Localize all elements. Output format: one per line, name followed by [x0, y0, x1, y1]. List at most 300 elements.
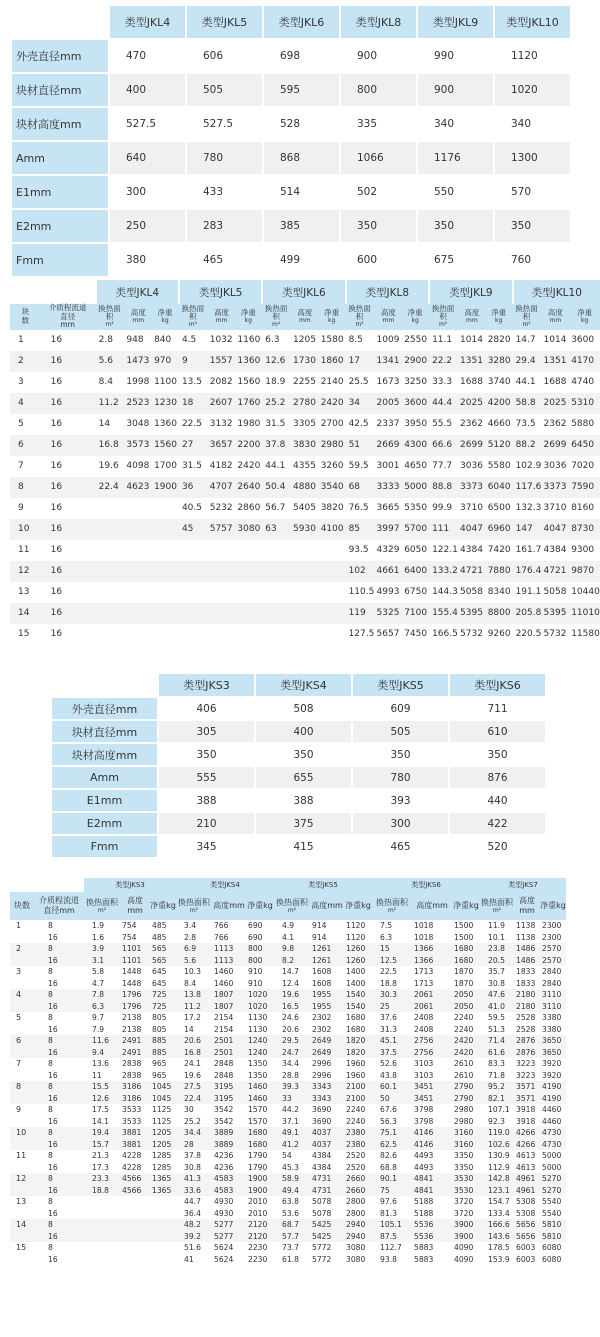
- value-cell: 640: [110, 142, 185, 174]
- value-cell: 2980: [319, 435, 345, 456]
- value-cell: 30.3: [372, 989, 412, 1001]
- value-cell: [120, 1219, 150, 1231]
- value-cell: 1350: [248, 1070, 268, 1080]
- value-cell: 3540: [319, 477, 345, 498]
- value-cell: 50.4: [261, 477, 291, 498]
- value-cell: 19.6: [98, 461, 119, 472]
- area-label: 换热面积: [178, 897, 210, 907]
- value-cell: 31.5: [181, 461, 202, 472]
- value-cell: 5308: [516, 1197, 536, 1206]
- value-cell: 83.3: [488, 1059, 505, 1068]
- value-cell: 8.5: [348, 335, 363, 346]
- block-count: [10, 978, 34, 990]
- value-cell: 119.0: [480, 1127, 514, 1139]
- area-unit: m²: [272, 321, 281, 329]
- corner-cell: [10, 878, 84, 892]
- block-count: 3: [18, 377, 24, 388]
- value-cell: 2501: [212, 1047, 246, 1059]
- value-cell: 5310: [569, 393, 600, 414]
- value-cell: 28.8: [282, 1070, 299, 1080]
- value-cell: 2.8: [98, 335, 113, 346]
- value-cell: 1900: [246, 1185, 274, 1197]
- value-cell: 2302: [312, 1024, 332, 1034]
- value-cell: 5810: [540, 1219, 566, 1231]
- value-cell: 37.5: [372, 1047, 412, 1059]
- value-cell: 4650: [404, 461, 428, 472]
- value-cell: 3573: [124, 435, 152, 456]
- block-count: 5: [18, 419, 24, 430]
- area-unit: m²: [492, 907, 502, 915]
- value-cell: 3048: [126, 419, 150, 430]
- value-cell: 6003: [516, 1254, 536, 1264]
- value-cell: 1807: [212, 1001, 246, 1013]
- value-cell: [319, 561, 345, 582]
- flow-diameter: 16: [41, 477, 95, 498]
- value-cell: 1350: [248, 1059, 268, 1068]
- value-cell: 102.6: [480, 1139, 514, 1151]
- block-count: 13: [16, 1197, 27, 1206]
- value-cell: 123.1: [480, 1185, 514, 1197]
- value-cell: 4660: [487, 419, 511, 430]
- value-cell: 50: [372, 1093, 412, 1105]
- flow-diameter: 16: [48, 978, 58, 988]
- value-cell: 68.7: [274, 1219, 310, 1231]
- value-cell: 3186: [120, 1081, 150, 1093]
- block-count: 1: [18, 335, 24, 346]
- value-cell: 93.5: [348, 545, 369, 556]
- value-cell: 71.8: [488, 1070, 505, 1080]
- value-cell: 6.3: [380, 932, 393, 942]
- value-cell: 1260: [344, 955, 372, 967]
- value-cell: 5078: [312, 1208, 332, 1218]
- type-header: 类型JKL8: [345, 280, 429, 304]
- value-cell: 1130: [248, 1024, 268, 1034]
- value-cell: 1500: [454, 921, 474, 930]
- value-cell: [152, 540, 178, 561]
- table-row: [10, 1219, 566, 1231]
- value-cell: 7590: [569, 477, 600, 498]
- table-row: [10, 1001, 566, 1013]
- value-cell: 2996: [312, 1070, 332, 1080]
- value-cell: 3665: [376, 503, 400, 514]
- value-cell: 1796: [120, 989, 150, 1001]
- value-cell: 6.9: [176, 943, 212, 955]
- value-cell: 1240: [246, 1047, 274, 1059]
- value-cell: 155.4: [428, 603, 458, 624]
- value-cell: 388: [293, 794, 314, 807]
- value-cell: 25.5: [348, 377, 369, 388]
- value-cell: [120, 1196, 150, 1208]
- value-cell: 609: [390, 702, 411, 715]
- flow-diameter: 16: [41, 561, 95, 582]
- flow-diameter: 16: [41, 351, 95, 372]
- value-cell: 4355: [293, 461, 316, 472]
- value-cell: 2420: [452, 1035, 480, 1047]
- value-cell: [178, 540, 208, 561]
- flow-label: 介质程流道: [48, 303, 87, 312]
- value-cell: 82.1: [480, 1093, 514, 1105]
- value-cell: 4384: [312, 1151, 332, 1160]
- value-cell: 52.6: [380, 1059, 397, 1068]
- value-cell: 1460: [246, 1093, 274, 1105]
- value-cell: 555: [159, 767, 254, 788]
- flow-diameter: 16: [48, 1208, 58, 1218]
- row-label: 块材高度mm: [52, 744, 157, 765]
- value-cell: 132.3: [515, 503, 542, 514]
- value-cell: 1713: [414, 978, 434, 988]
- value-cell: 4236: [214, 1151, 234, 1160]
- value-cell: 11.2: [95, 393, 125, 414]
- value-cell: [84, 1231, 120, 1243]
- value-cell: 4661: [375, 561, 403, 582]
- value-cell: 21.3: [92, 1151, 109, 1160]
- value-cell: 4098: [126, 461, 150, 472]
- value-cell: 2061: [412, 1001, 452, 1013]
- value-cell: [178, 561, 208, 582]
- value-cell: 10.3: [184, 967, 201, 976]
- value-cell: 4841: [412, 1173, 452, 1185]
- value-cell: 1205: [150, 1127, 176, 1139]
- value-cell: 22.5: [181, 419, 202, 430]
- weight-unit: kg: [580, 316, 589, 324]
- flow-diameter-header: [34, 892, 84, 920]
- value-cell: 68.8: [380, 1162, 397, 1172]
- value-cell: 3305: [293, 419, 316, 430]
- value-cell: 1240: [246, 1035, 274, 1047]
- value-cell: 5.8: [92, 967, 105, 976]
- area-label: 换热面积: [181, 303, 205, 322]
- value-cell: 388: [196, 794, 217, 807]
- block-count: 14: [10, 1219, 34, 1231]
- value-cell: 1955: [310, 989, 344, 1001]
- row-label: Fmm: [52, 836, 157, 857]
- value-cell: 4583: [212, 1173, 246, 1185]
- value-cell: 1365: [150, 1185, 176, 1197]
- header-row: [12, 6, 570, 38]
- value-cell: 4961: [514, 1173, 540, 1185]
- value-cell: 77.7: [432, 461, 453, 472]
- type-header: 类型JKL9: [428, 280, 512, 304]
- value-cell: 2140: [320, 377, 344, 388]
- value-cell: 1460: [246, 1081, 274, 1093]
- value-cell: 2240: [346, 1105, 366, 1114]
- area-label: 换热面积: [431, 303, 455, 322]
- value-cell: 4566: [120, 1173, 150, 1185]
- value-cell: 3710: [460, 503, 483, 514]
- type-header: 类型JKL5: [178, 280, 261, 304]
- value-cell: 1066: [341, 142, 416, 174]
- value-cell: 1460: [214, 978, 234, 988]
- flow-diameter: 16: [50, 419, 63, 430]
- value-cell: 2362: [543, 419, 567, 430]
- value-cell: 711: [487, 702, 508, 715]
- value-cell: 63.8: [282, 1197, 299, 1206]
- value-cell: 1366: [412, 955, 452, 967]
- value-cell: 178.5: [488, 1243, 510, 1252]
- flow-diameter: 8: [48, 921, 53, 930]
- value-cell: 6080: [542, 1243, 562, 1252]
- value-cell: 1300: [495, 142, 570, 174]
- value-cell: 965: [152, 1070, 167, 1080]
- value-cell: 780: [187, 142, 262, 174]
- value-cell: 725: [150, 1001, 176, 1013]
- value-cell: 10440: [571, 587, 600, 598]
- value-cell: 800: [246, 955, 274, 967]
- value-cell: 2649: [310, 1047, 344, 1059]
- value-cell: 3542: [214, 1105, 234, 1114]
- area-header: [176, 892, 212, 920]
- value-cell: 6050: [404, 545, 428, 556]
- area-label: 换热面积: [481, 897, 513, 907]
- value-cell: 3798: [414, 1105, 434, 1114]
- value-cell: [319, 582, 345, 603]
- area-header: [84, 892, 120, 920]
- value-cell: 9300: [571, 545, 595, 556]
- value-cell: 220.5: [515, 629, 542, 640]
- value-cell: 3260: [320, 461, 344, 472]
- value-cell: 3600: [571, 335, 595, 346]
- weight-header: 净重kg: [150, 892, 176, 920]
- value-cell: 9260: [487, 629, 511, 640]
- value-cell: 1680: [452, 955, 480, 967]
- value-cell: 4623: [124, 477, 152, 498]
- value-cell: 7.9: [92, 1024, 105, 1034]
- block-count-header: [10, 304, 41, 330]
- value-cell: [319, 603, 345, 624]
- table-row: [10, 955, 566, 967]
- value-cell: 2669: [375, 435, 403, 456]
- corner-cell: [12, 6, 108, 38]
- value-cell: 675: [434, 254, 455, 266]
- value-cell: 28: [176, 1139, 212, 1151]
- value-cell: 2050: [452, 989, 480, 1001]
- value-cell: 876: [450, 767, 545, 788]
- height-header: [291, 304, 319, 330]
- value-cell: 910: [248, 978, 263, 988]
- value-cell: 59.5: [488, 1013, 505, 1022]
- value-cell: 147: [512, 519, 542, 540]
- value-cell: 2010: [248, 1208, 268, 1218]
- table-row: [52, 767, 545, 788]
- value-cell: 1176: [418, 142, 493, 174]
- value-cell: [319, 540, 345, 561]
- value-cell: 9.7: [92, 1013, 105, 1022]
- flow-unit: mm: [60, 320, 75, 330]
- block-count: 10: [10, 1127, 34, 1139]
- table-row: [12, 108, 570, 140]
- value-cell: 7880: [486, 561, 512, 582]
- value-cell: 4566: [120, 1185, 150, 1197]
- value-cell: 3571: [514, 1081, 540, 1093]
- value-cell: [291, 561, 319, 582]
- value-cell: 2100: [344, 1081, 372, 1093]
- type-header: 类型JKS4: [256, 674, 351, 696]
- value-cell: 4100: [319, 519, 345, 540]
- area-header: [480, 892, 514, 920]
- value-cell: 1205: [293, 335, 316, 346]
- value-cell: 5540: [542, 1197, 562, 1206]
- value-cell: 2420: [319, 393, 345, 414]
- value-cell: [150, 1254, 176, 1266]
- value-cell: 350: [487, 748, 508, 761]
- table-row: [10, 477, 600, 498]
- value-cell: 1790: [248, 1162, 268, 1172]
- flow-diameter: 8: [48, 1243, 53, 1252]
- value-cell: 2180: [514, 989, 540, 1001]
- value-cell: 44.1: [515, 377, 536, 388]
- value-cell: 15.5: [84, 1081, 120, 1093]
- value-cell: 7.8: [84, 989, 120, 1001]
- flow-diameter: 8: [48, 1197, 53, 1206]
- value-cell: 5425: [310, 1231, 344, 1243]
- value-cell: 2980: [454, 1105, 474, 1114]
- block-count: 7: [16, 1059, 22, 1068]
- value-cell: 1100: [154, 377, 177, 388]
- value-cell: [235, 624, 261, 645]
- block-count: 11: [18, 545, 30, 556]
- table-row: [12, 176, 570, 208]
- area-label: 换热面积: [98, 303, 121, 322]
- value-cell: 565: [150, 955, 176, 967]
- value-cell: 1833: [516, 978, 536, 988]
- row-label: 外壳直径mm: [12, 40, 108, 72]
- value-cell: 3160: [452, 1139, 480, 1151]
- value-cell: 33: [274, 1093, 310, 1105]
- value-cell: 205.8: [512, 603, 542, 624]
- type-header: 类型JKS7: [480, 878, 566, 892]
- value-cell: [124, 540, 152, 561]
- value-cell: 3110: [540, 989, 566, 1001]
- value-cell: [120, 1231, 150, 1243]
- value-cell: 2420: [237, 461, 261, 472]
- value-cell: 335: [357, 118, 378, 130]
- value-cell: [235, 582, 261, 603]
- table-row: [10, 1081, 566, 1093]
- table-row: [10, 1173, 566, 1185]
- block-count: [10, 1139, 34, 1151]
- value-cell: [235, 561, 261, 582]
- row-label: E2mm: [12, 210, 108, 242]
- value-cell: [150, 1219, 176, 1231]
- flow-diameter: 8: [34, 1219, 84, 1231]
- flow-diameter: 8: [34, 989, 84, 1001]
- value-cell: 88.2: [512, 435, 542, 456]
- value-cell: 465: [203, 254, 224, 266]
- area-header: [428, 304, 458, 330]
- block-count: 12: [10, 561, 41, 582]
- value-cell: 11.9: [488, 921, 505, 930]
- value-cell: 3380: [542, 1024, 562, 1034]
- value-cell: 1125: [152, 1116, 172, 1126]
- value-cell: [120, 1242, 150, 1254]
- value-cell: 3533: [122, 1105, 142, 1114]
- value-cell: 2380: [344, 1127, 372, 1139]
- value-cell: 8160: [571, 503, 595, 514]
- value-cell: 2255: [293, 377, 316, 388]
- type-header: 类型JKL10: [495, 6, 570, 38]
- value-cell: [178, 582, 208, 603]
- value-cell: [208, 624, 236, 645]
- value-cell: 29.4: [512, 351, 542, 372]
- value-cell: 2570: [540, 943, 566, 955]
- value-cell: 606: [203, 50, 224, 62]
- corner-cell: [52, 674, 157, 696]
- value-cell: 2154: [214, 1013, 234, 1022]
- value-cell: 914: [312, 921, 327, 930]
- value-cell: 5325: [375, 603, 403, 624]
- value-cell: [152, 603, 178, 624]
- height-header: [458, 304, 486, 330]
- value-cell: 29.5: [274, 1035, 310, 1047]
- value-cell: 3740: [487, 377, 511, 388]
- value-cell: 3036: [460, 461, 483, 472]
- value-cell: 1680: [346, 1024, 366, 1034]
- flow-diameter: 16: [41, 393, 95, 414]
- value-cell: 2660: [344, 1185, 372, 1197]
- value-cell: 3160: [452, 1127, 480, 1139]
- flow-diameter: 16: [50, 629, 63, 640]
- row-label: 块材直径mm: [52, 721, 157, 742]
- value-cell: 14: [184, 1024, 194, 1034]
- value-cell: 176.4: [512, 561, 542, 582]
- value-cell: 5536: [412, 1219, 452, 1231]
- value-cell: 350: [390, 748, 411, 761]
- table-row: [10, 393, 600, 414]
- flow-diameter: 8: [34, 1173, 84, 1185]
- table-row: [12, 210, 570, 242]
- table-row: [10, 978, 566, 990]
- value-cell: 2756: [412, 1047, 452, 1059]
- value-cell: 66.6: [428, 435, 458, 456]
- value-cell: 5656: [514, 1219, 540, 1231]
- weight-label: 净重: [324, 308, 340, 318]
- row-label: Fmm: [12, 244, 108, 276]
- value-cell: 1205: [150, 1139, 176, 1151]
- value-cell: [152, 582, 178, 603]
- value-cell: 1261: [310, 943, 344, 955]
- value-cell: 3710: [543, 503, 567, 514]
- table-row: [10, 932, 566, 944]
- value-cell: 22.2: [428, 351, 458, 372]
- value-cell: 6.3: [265, 335, 280, 346]
- value-cell: 3.9: [84, 943, 120, 955]
- value-cell: 12.6: [261, 351, 291, 372]
- block-count: 2: [10, 351, 41, 372]
- value-cell: 30.8: [184, 1162, 201, 1172]
- value-cell: [261, 540, 291, 561]
- table-row: [12, 40, 570, 72]
- value-cell: 514: [280, 186, 301, 198]
- value-cell: 1014: [543, 335, 567, 346]
- value-cell: 2838: [122, 1070, 142, 1080]
- block-count: [10, 1231, 34, 1243]
- value-cell: 2138: [122, 1024, 142, 1034]
- value-cell: 16.5: [274, 1001, 310, 1013]
- value-cell: 4731: [310, 1185, 344, 1197]
- table-row: [10, 582, 600, 603]
- value-cell: 4170: [569, 351, 600, 372]
- value-cell: 102.9: [515, 461, 542, 472]
- value-cell: 117.6: [512, 477, 542, 498]
- value-cell: 350: [293, 748, 314, 761]
- table-row: [10, 1185, 566, 1197]
- value-cell: 112.7: [380, 1243, 402, 1252]
- weight-unit: kg: [161, 316, 169, 324]
- value-cell: 6960: [486, 519, 512, 540]
- value-cell: 5405: [293, 503, 316, 514]
- value-cell: 527.5: [126, 118, 157, 130]
- value-cell: 1032: [209, 335, 233, 346]
